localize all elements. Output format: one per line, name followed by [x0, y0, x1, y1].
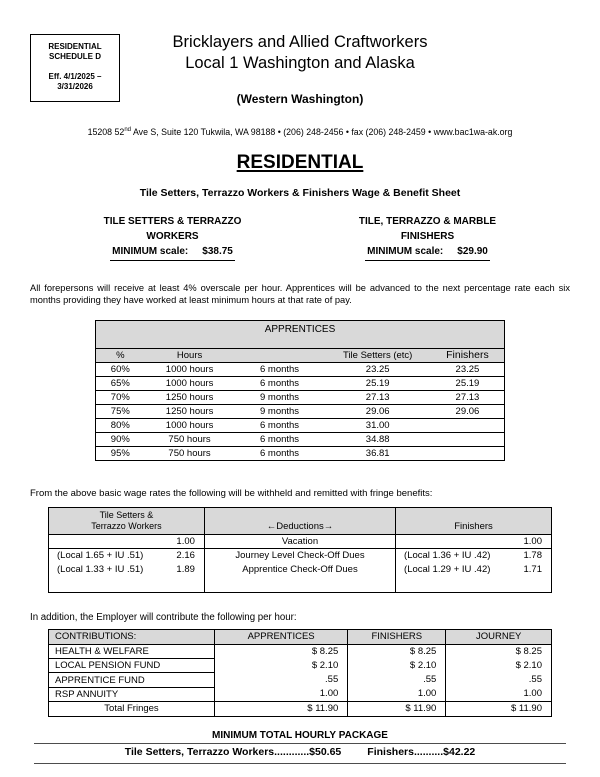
deductions-header-label: ←Deductions→ [204, 507, 395, 534]
effective-date-line2: 3/31/2026 [57, 82, 93, 92]
cell-tile-setters-rate: 23.25 [365, 363, 390, 375]
deductions-header-tile-setters-line2: Terrazzo Workers [91, 520, 162, 531]
vacation-tile-setters-value: 1.00 [49, 534, 205, 548]
cell-percent: 60% [110, 363, 130, 375]
journey-dues-finishers [396, 549, 551, 563]
cell-tile-setters-rate: 34.88 [365, 433, 390, 445]
tile-setters-minimum-label: MINIMUM scale: [112, 245, 189, 257]
cell-percent: 80% [110, 419, 130, 431]
value-line: $ 8.25 [409, 645, 437, 657]
table-row [49, 644, 552, 658]
minimum-scale-row [45, 214, 555, 261]
schedule-box-line1: RESIDENTIAL [48, 42, 102, 51]
cell-finishers-rate: 23.25 [455, 363, 480, 375]
sheet-subtitle: Tile Setters, Terrazzo Workers & Finishers Wage & Benefit Sheet [139, 186, 461, 199]
schedule-box [30, 34, 120, 102]
column-header-finishers: Finishers [431, 348, 505, 362]
cell-months: 6 months [259, 363, 300, 375]
apprentice-dues-tile-setters-value: 1.89 [176, 563, 195, 575]
journey-dues-label: Journey Level Check-Off Dues [235, 549, 365, 561]
tile-setters-scale [45, 214, 300, 261]
package-title: MINIMUM TOTAL HOURLY PACKAGE [212, 729, 388, 741]
value-line: $ 8.25 [311, 645, 339, 657]
total-fringes-finishers: $ 11.90 [348, 701, 446, 716]
cell-hours: 750 hours [168, 433, 211, 445]
column-header-hours: Hours [145, 348, 235, 362]
deductions-intro: From the above basic wage rates the following will be withheld and remitted with fringe benefits: [30, 487, 433, 499]
deductions-header-tile-setters [49, 507, 205, 534]
tile-setters-scale-title-line2: WORKERS [146, 230, 199, 242]
cell-months: 6 months [259, 433, 300, 445]
contributions-header-label: CONTRIBUTIONS: [49, 629, 215, 644]
organization-title-line2: Local 1 Washington and Alaska [185, 54, 415, 73]
cell-finishers-rate: 25.19 [455, 377, 480, 389]
table-row [96, 446, 505, 460]
journey-values-cell [446, 644, 552, 701]
cell-hours: 1250 hours [165, 405, 214, 417]
dues-finishers-cell [396, 548, 552, 592]
vacation-finishers-value: 1.00 [396, 534, 552, 548]
tile-setters-scale-title-line1: TILE SETTERS & TERRAZZO [103, 215, 242, 227]
value-line: .55 [528, 673, 542, 685]
value-line: $ 2.10 [409, 659, 437, 671]
cell-months: 9 months [259, 391, 300, 403]
cell-tile-setters-rate: 25.19 [365, 377, 390, 389]
contribution-label-apprentice-fund: APPRENTICE FUND [49, 673, 215, 687]
address-part2: Ave S, Suite 120 Tukwila, WA 98188 • (206) 248-2456 • fax (206) 248-2459 • www.bac1wa-ak.org [131, 126, 513, 137]
table-row [96, 432, 505, 446]
value-line: $ 2.10 [515, 659, 542, 671]
cell-percent: 95% [110, 447, 130, 459]
deductions-header-finishers: Finishers [396, 507, 552, 534]
finishers-scale-title-line2: FINISHERS [400, 230, 455, 242]
contributions-header-apprentices: APPRENTICES [214, 629, 347, 644]
tile-setters-minimum [110, 244, 235, 261]
cell-percent: 90% [110, 433, 130, 445]
finishers-minimum-label: MINIMUM scale: [367, 245, 444, 257]
package-tile-setters-value: Tile Setters, Terrazzo Workers............$50.65 [124, 745, 342, 758]
contributions-header-row [49, 629, 552, 644]
cell-tile-setters-rate: 27.13 [365, 391, 390, 403]
cell-hours: 750 hours [168, 447, 211, 459]
dues-rows [49, 548, 552, 592]
apprentices-table-title-row [96, 320, 505, 348]
foreperson-paragraph: All forepersons will receive at least 4% overscale per hour. Apprentices will be advanced to the next percentage rate each six months providing they have worked at least minimum hours at that rate of pay. [30, 282, 570, 306]
contributions-table [48, 629, 552, 717]
vacation-label: Vacation [204, 534, 395, 548]
apprentices-table [95, 320, 505, 461]
cell-tile-setters-rate: 36.81 [365, 447, 390, 459]
cell-percent: 70% [110, 391, 130, 403]
cell-months: 6 months [259, 377, 300, 389]
cell-finishers-rate [431, 418, 505, 432]
address-superscript: nd [124, 126, 131, 133]
value-line: 1.00 [319, 687, 339, 699]
journey-dues-tile-setters [49, 549, 204, 563]
column-header-tile-setters: Tile Setters (etc) [325, 348, 431, 362]
finishers-scale-title-line1: TILE, TERRAZZO & MARBLE [358, 215, 497, 227]
apprentices-values-cell [214, 644, 347, 701]
finishers-scale [300, 214, 555, 261]
cell-percent: 65% [110, 377, 130, 389]
cell-finishers-rate [431, 432, 505, 446]
page-title: RESIDENTIAL [236, 151, 364, 173]
finishers-minimum [365, 244, 490, 261]
cell-finishers-rate [431, 446, 505, 460]
contribution-label-local-pension: LOCAL PENSION FUND [49, 659, 215, 673]
apprentice-dues-tile-setters-breakdown: (Local 1.33 + IU .51) [57, 563, 144, 575]
document-header [0, 28, 600, 137]
apprentice-dues-label: Apprentice Check-Off Dues [242, 563, 358, 575]
apprentices-table-title: APPRENTICES [96, 320, 505, 348]
apprentice-dues-finishers-value: 1.71 [523, 563, 542, 575]
cell-hours: 1000 hours [165, 377, 214, 389]
cell-tile-setters-rate: 31.00 [365, 419, 390, 431]
deductions-table [48, 507, 552, 593]
organization-title-line1: Bricklayers and Allied Craftworkers [172, 33, 428, 51]
cell-hours: 1000 hours [165, 363, 214, 375]
table-row [96, 362, 505, 376]
journey-dues-tile-setters-breakdown: (Local 1.65 + IU .51) [57, 549, 144, 561]
total-fringes-row [49, 701, 552, 716]
journey-dues-finishers-value: 1.78 [523, 549, 542, 561]
apprentice-dues-finishers-breakdown: (Local 1.29 + IU .42) [404, 563, 491, 575]
vacation-row [49, 534, 552, 548]
deductions-header-row [49, 507, 552, 534]
apprentices-table-header-row [96, 348, 505, 362]
table-row [96, 418, 505, 432]
apprentice-dues-tile-setters [49, 563, 204, 577]
cell-finishers-rate: 29.06 [455, 405, 480, 417]
value-line: 1.00 [417, 687, 437, 699]
dues-tile-setters-cell [49, 548, 205, 592]
deductions-header-tile-setters-line1: Tile Setters & [99, 509, 154, 520]
package-divider-bottom [34, 763, 566, 764]
total-fringes-journey: $ 11.90 [446, 701, 552, 716]
cell-months: 9 months [259, 405, 300, 417]
address-line [0, 127, 600, 137]
tile-setters-minimum-value: $38.75 [202, 245, 233, 257]
minimum-package-section [0, 730, 600, 764]
package-finishers-value: Finishers..........$42.22 [367, 745, 476, 758]
cell-finishers-rate: 27.13 [455, 391, 480, 403]
column-header-percent: % [96, 348, 145, 362]
table-row [96, 390, 505, 404]
cell-hours: 1250 hours [165, 391, 214, 403]
table-row [96, 404, 505, 418]
total-fringes-label: Total Fringes [49, 701, 215, 716]
cell-months: 6 months [259, 447, 300, 459]
contribution-label-rsp-annuity: RSP ANNUITY [49, 687, 215, 701]
value-line: $ 8.25 [515, 645, 542, 657]
address-part1: 15208 52 [87, 126, 125, 137]
total-fringes-apprentices: $ 11.90 [214, 701, 347, 716]
dues-labels-cell [204, 548, 395, 592]
finishers-values-cell [348, 644, 446, 701]
contributions-intro: In addition, the Employer will contribute the following per hour: [30, 611, 297, 623]
contribution-label-health-welfare: HEALTH & WELFARE [49, 644, 215, 658]
contributions-header-finishers: FINISHERS [348, 629, 446, 644]
journey-dues-tile-setters-value: 2.16 [176, 549, 195, 561]
effective-date-line1: Eff. 4/1/2025 – [48, 71, 102, 81]
schedule-box-line2: SCHEDULE D [48, 52, 101, 62]
package-values-line [0, 744, 600, 761]
cell-months: 6 months [259, 419, 300, 431]
region-label: (Western Washington) [236, 91, 364, 106]
journey-dues-finishers-breakdown: (Local 1.36 + IU .42) [404, 549, 491, 561]
cell-hours: 1000 hours [165, 419, 214, 431]
value-line: .55 [423, 673, 437, 685]
contributions-header-journey: JOURNEY [446, 629, 552, 644]
value-line: 1.00 [523, 687, 542, 699]
cell-percent: 75% [110, 405, 130, 417]
column-header-blank [235, 348, 325, 362]
apprentice-dues-finishers [396, 563, 551, 577]
value-line: .55 [325, 673, 339, 685]
table-row [96, 376, 505, 390]
value-line: $ 2.10 [311, 659, 339, 671]
cell-tile-setters-rate: 29.06 [365, 405, 390, 417]
finishers-minimum-value: $29.90 [457, 245, 488, 257]
